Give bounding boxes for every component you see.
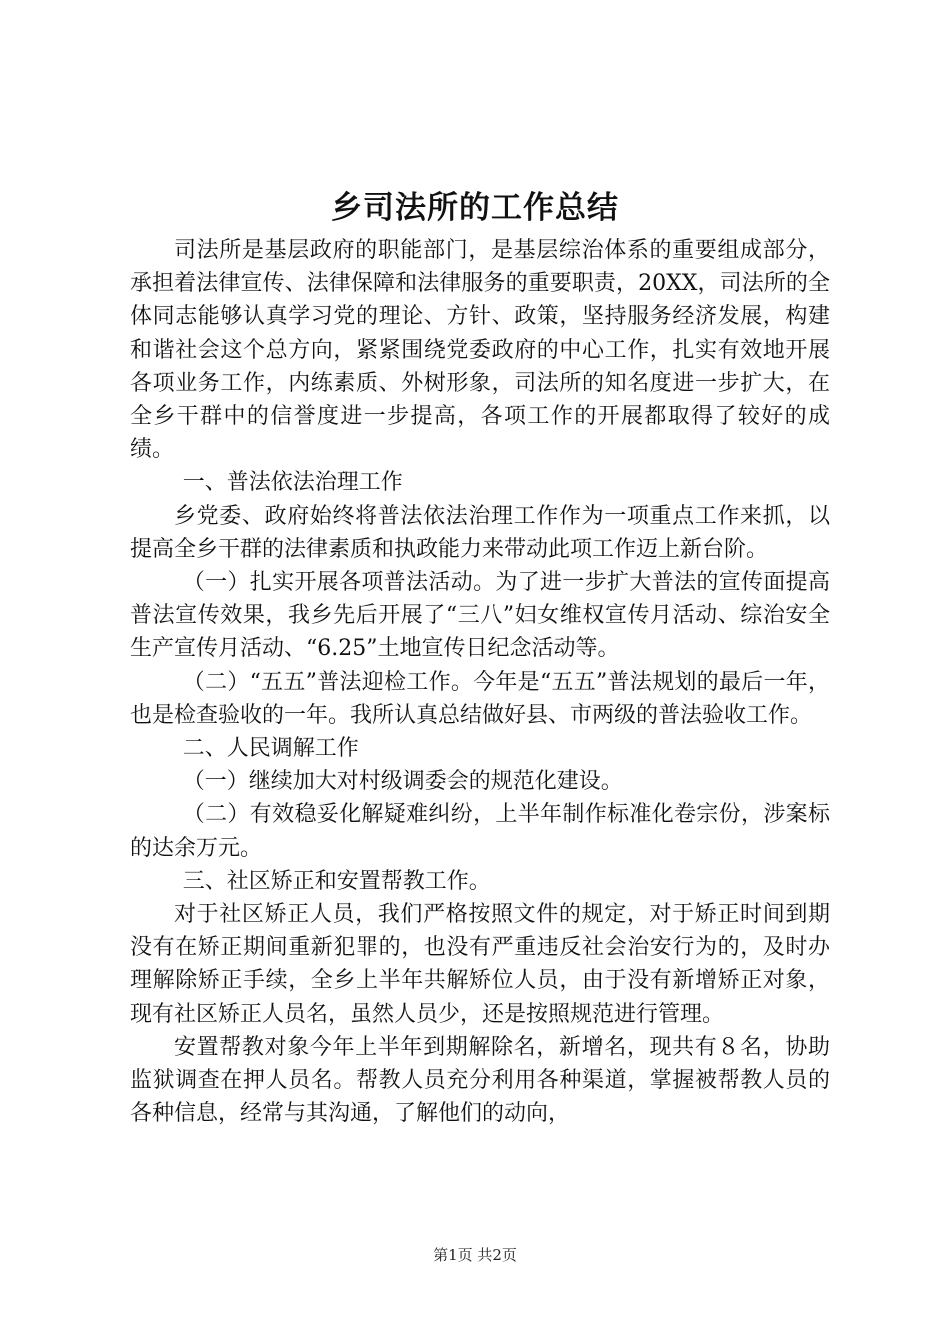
document-body xyxy=(130,234,830,1130)
paragraph: （一）扎实开展各项普法活动。为了进一步扩大普法的宣传面提高普法宣传效果，我乡先后开展了“三八”妇女维权宣传月活动、综治安全生产宣传月活动、“6.25”土地宣传日纪念活动等。 xyxy=(130,570,830,662)
paragraph-intro: 司法所是基层政府的职能部门，是基层综治体系的重要组成部分，承担着法律宣传、法律保障和法律服务的重要职责，20XX，司法所的全体同志能够认真学习党的理论、方针、政策，坚持服务经济发展，构建和谐社会这个总方向，紧紧围绕党委政府的中心工作，扎实有效地开展各项业务工作，内练素质、外树形象，司法所的知名度进一步扩大，在全乡干群中的信誉度进一步提高，各项工作的开展都取得了较好的成绩。 xyxy=(130,238,830,463)
paragraph: 安置帮教对象今年上半年到期解除名，新增名，现共有８名，协助监狱调查在押人员名。帮教人员充分利用各种渠道，掌握被帮教人员的各种信息，经常与其沟通，了解他们的动向， xyxy=(130,1034,830,1127)
page-footer: 第1页 共2页 xyxy=(433,1246,517,1264)
document-title: 乡司法所的工作总结 xyxy=(331,190,619,226)
paragraph: 乡党委、政府始终将普法依法治理工作作为一项重点工作来抓，以提高全乡干群的法律素质和执政能力来带动此项工作迈上新台阶。 xyxy=(130,503,830,562)
section-heading-2: 二、人民调解工作 xyxy=(182,736,359,762)
paragraph: （二）有效稳妥化解疑难纠纷，上半年制作标准化卷宗份，涉案标的达余万元。 xyxy=(130,802,830,861)
paragraph: 对于社区矫正人员，我们严格按照文件的规定，对于矫正时间到期没有在矫正期间重新犯罪的，也没有严重违反社会治安行为的，及时办理解除矫正手续，全乡上半年共解矫位人员，由于没有新增矫正对象，现有社区矫正人员名，虽然人员少，还是按照规范进行管理。 xyxy=(130,902,830,1027)
section-heading-3: 三、社区矫正和安置帮教工作。 xyxy=(182,868,491,894)
paragraph: （二）“五五”普法迎检工作。今年是“五五”普法规划的最后一年，也是检查验收的一年。我所认真总结做好县、市两级的普法验收工作。 xyxy=(130,669,830,728)
section-heading-1: 一、普法依法治理工作 xyxy=(182,470,403,496)
paragraph: （一）继续加大对村级调委会的规范化建设。 xyxy=(182,769,623,795)
